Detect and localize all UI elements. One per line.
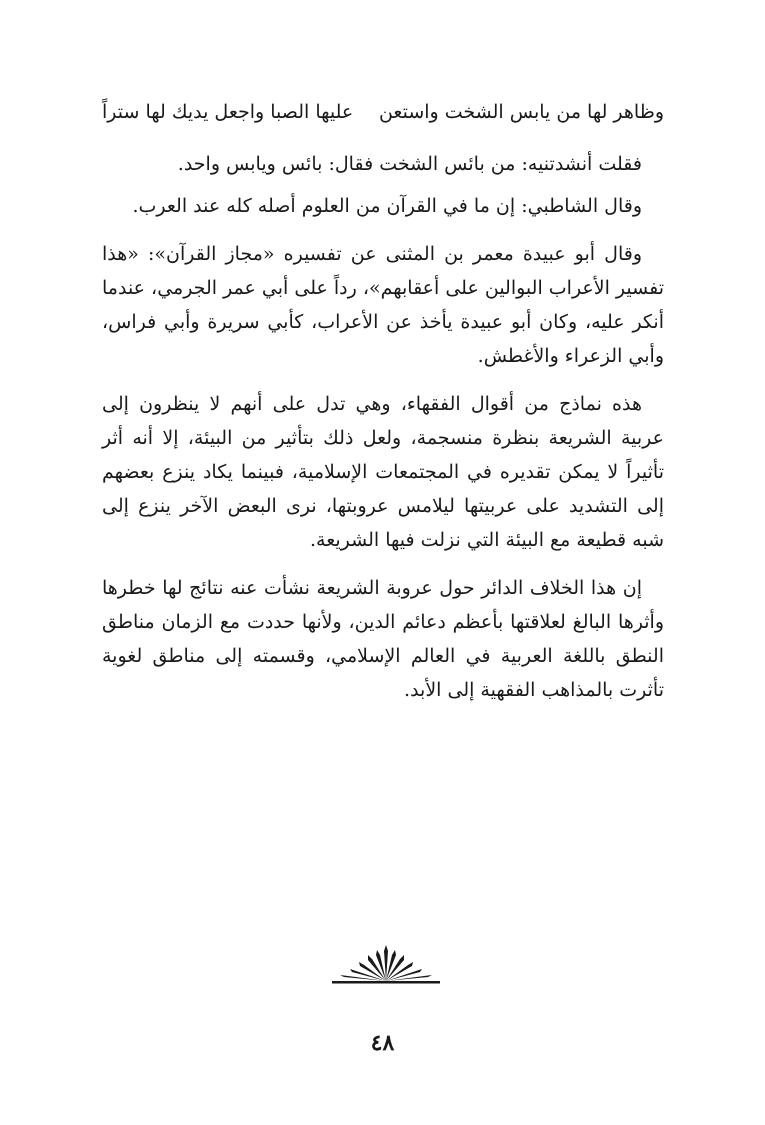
body-text <box>102 147 664 715</box>
page-number: ٤٨ <box>370 1030 395 1056</box>
sunburst-ornament-icon <box>332 943 440 985</box>
paragraph-2: وقال الشاطبي: إن ما في القرآن من العلوم أصله كله عند العرب. <box>132 195 642 217</box>
paragraph-4: هذه نماذج من أقوال الفقهاء، وهي تدل على أنهم لا ينظرون إلى عربية الشريعة بنظرة منسجمة، ولعل ذلك بتأثير من البيئة، إلا أنه أثر تأثيراً لا يمكن تقديره في المجتمعات الإسلامية، فبينما يكاد ينزع بعضهم إلى التشديد على عربيتها ليلامس عروبتها، نرى البعض الآخر ينزع إلى شبه قطيعة مع البيئة التي نزلت فيها الشريعة. <box>102 393 664 551</box>
verse-first-hemistich: وظاهر لها من يابس الشخت واستعن <box>378 101 664 123</box>
verse-second-hemistich: عليها الصبا واجعل يديك لها ستراً <box>102 101 354 123</box>
poetry-verse <box>102 95 664 129</box>
paragraph-3: وقال أبو عبيدة معمر بن المثنى عن تفسيره «مجاز القرآن»: «هذا تفسير الأعراب البوالين على أعقابهم»، رداً على أبي عمر الجرمي، عندما أنكر عليه، وكان أبو عبيدة يأخذ عن الأعراب، كأبي سريرة وأبي فراس، وأبي الزعراء والأغطش. <box>102 243 664 367</box>
paragraph-1: فقلت أنشدتنيه: من بائس الشخت فقال: بائس ويابس واحد. <box>177 153 642 175</box>
paragraph-5: إن هذا الخلاف الدائر حول عروبة الشريعة نشأت عنه نتائج لها خطرها وأثرها البالغ لعلاقتها بأعظم دعائم الدين، ولأنها حددت مع الزمان مناطق النطق باللغة العربية في العالم الإسلامي، وقسمته إلى مناطق لغوية تأثرت بالمذاهب الفقهية إلى الأبد. <box>102 577 664 701</box>
